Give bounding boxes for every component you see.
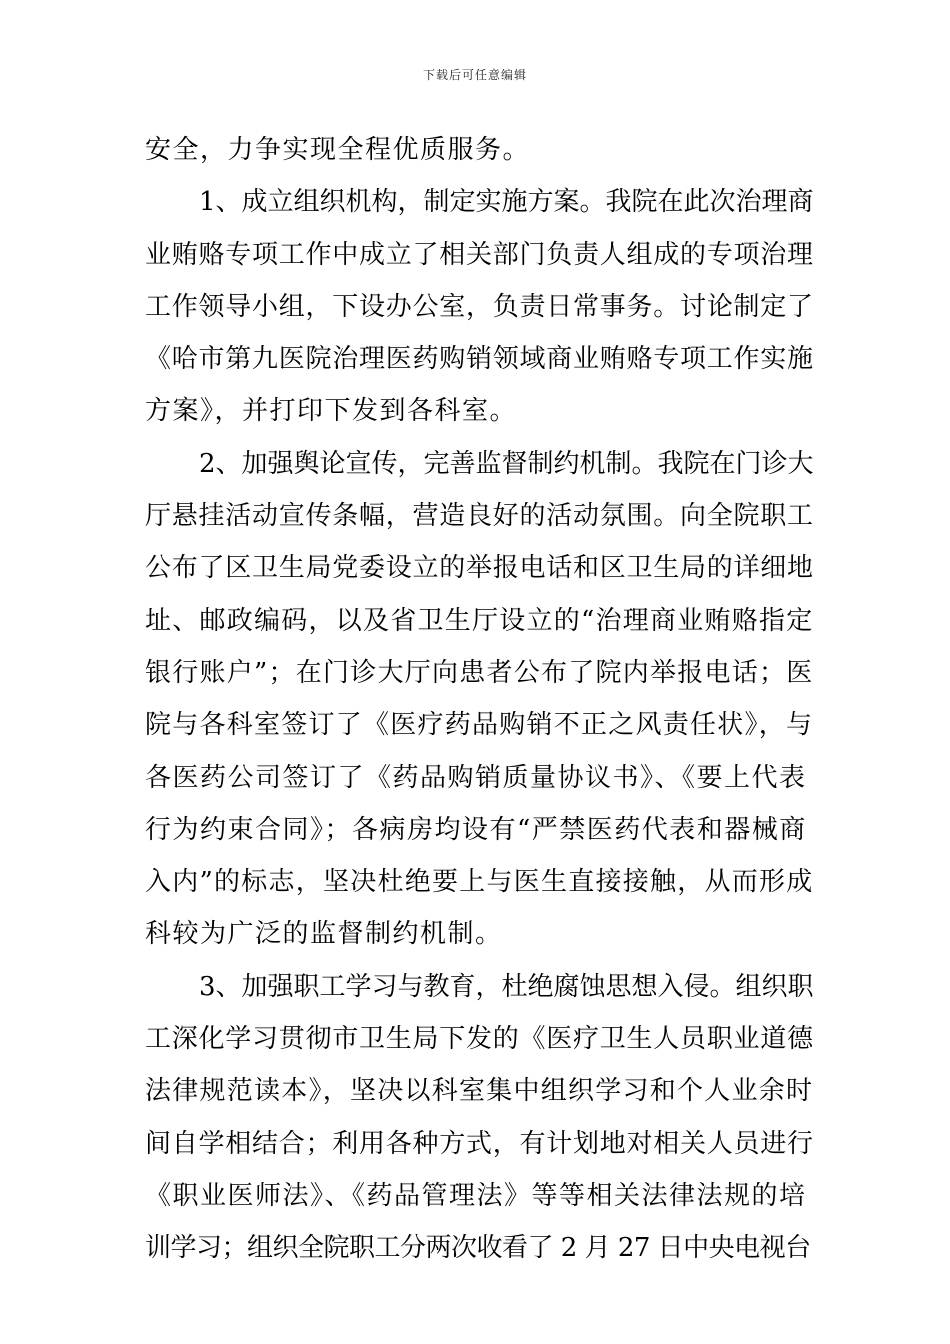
text-line: 科较为广泛的监督制约机制。	[145, 919, 503, 950]
text-line: 工深化学习贯彻市卫生局下发的《医疗卫生人员职业道德	[145, 1024, 814, 1055]
text-line: 行为约束合同》；各病房均设有“严禁医药代表和器械商	[145, 814, 807, 845]
text-line: 工作领导小组，下设办公室，负责日常事务。讨论制定了	[145, 291, 814, 322]
text-line: 间自学相结合；利用各种方式，有计划地对相关人员进行	[145, 1128, 814, 1159]
text-line: 各医药公司签订了《药品购销质量协议书》、《要上代表	[145, 762, 807, 793]
text-line: 安全，力争实现全程优质服务。	[145, 135, 531, 165]
paragraph-first-line: 1、成立组织机构，制定实施方案。我院在此次治理商	[199, 187, 814, 218]
text-line: 厅悬挂活动宣传条幅，营造良好的活动氛围。向全院职工	[145, 501, 814, 532]
text-line: 训学习；组织全院职工分两次收看了 2 月 27 日中央电视台	[145, 1233, 811, 1264]
document-body	[145, 124, 815, 1275]
text-line: 方案》，并打印下发到各科室。	[145, 396, 518, 427]
page-header: 下载后可任意编辑	[422, 68, 527, 82]
text-line: 入内”的标志，坚决杜绝要上与医生直接接触，从而形成	[145, 867, 814, 898]
paragraph-first-line: 2、加强舆论宣传，完善监督制约机制。我院在门诊大	[199, 448, 814, 479]
text-line: 《哈市第九医院治理医药购销领域商业贿赂专项工作实施	[145, 344, 814, 375]
text-line: 公布了区卫生局党委设立的举报电话和区卫生局的详细地	[145, 553, 814, 584]
text-line: 业贿赂专项工作中成立了相关部门负责人组成的专项治理	[145, 239, 814, 270]
text-line: 法律规范读本》，坚决以科室集中组织学习和个人业余时	[145, 1076, 814, 1107]
text-line: 银行账户”；在门诊大厅向患者公布了院内举报电话；医	[145, 657, 814, 688]
text-line: 《职业医师法》、《药品管理法》等等相关法律法规的培	[145, 1180, 807, 1211]
paragraph-first-line: 3、加强职工学习与教育，杜绝腐蚀思想入侵。组织职	[199, 971, 814, 1002]
text-line: 址、邮政编码，以及省卫生厅设立的“治理商业贿赂指定	[145, 605, 814, 636]
text-line: 院与各科室签订了《医疗药品购销不正之风责任状》，与	[145, 710, 814, 741]
